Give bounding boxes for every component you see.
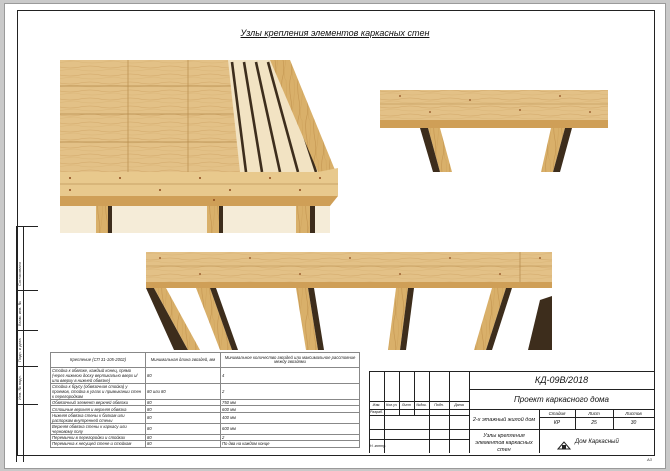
col-label-list: Лист <box>401 403 412 407</box>
table-cell: 750 мм <box>221 400 360 406</box>
sheet-label: Лист <box>588 411 600 416</box>
table-cell: Стойка к обвязке, каждый конец, прямо (через нижнюю доску вертикально вверх и/или вверху в нижней обвязке) <box>51 368 146 384</box>
beam-node-view <box>380 90 608 172</box>
col-label-izm: Изм. <box>372 403 381 407</box>
fastening-spec-table <box>50 352 360 448</box>
sheet-format: А3 <box>647 457 652 462</box>
table-cell: 80 <box>146 400 221 406</box>
table-row <box>51 384 360 400</box>
table-row <box>51 423 360 434</box>
title-block <box>369 371 654 453</box>
table-header-fastening: Крепление (СП 31-105-2002) <box>51 353 146 368</box>
table-cell: 4 <box>221 368 360 384</box>
wall-frame-view <box>146 252 552 350</box>
table-cell: Обвязочный элемент верхней обвязки <box>51 400 146 406</box>
table-body <box>51 368 360 448</box>
sidebar-label-inv-orig: Инв. № подл. <box>17 375 22 400</box>
col-label-date: Дата <box>454 403 464 407</box>
sidebar-label-agreed: Согласовано <box>17 261 22 286</box>
stage-value: КР <box>553 420 561 426</box>
table-cell: 80 <box>146 441 221 447</box>
col-label-ndoc: №док. <box>416 403 427 407</box>
table-cell: По два на каждом конце <box>221 441 360 447</box>
building-name: 2-х этажный жилой дом <box>472 417 536 423</box>
sidebar-label-inv-replace: Взам. инв. № <box>17 301 22 326</box>
table-cell: 80 или 80 <box>146 384 221 400</box>
table-cell: Сплошные верхняя и верхняя обвязка <box>51 406 146 412</box>
table-cell: 600 мм <box>221 423 360 434</box>
table-cell: 2 <box>221 434 360 440</box>
table-cell: 80 <box>146 368 221 384</box>
drawing-title: Узлы крепления элементов каркасных стен <box>240 28 430 38</box>
col-label-koluch: Кол.уч <box>386 403 397 407</box>
sheets-label: Листов <box>625 411 642 416</box>
table-cell: Перемычки в перегородки и стойках <box>51 434 146 440</box>
company-logo-icon <box>557 437 571 447</box>
sheets-total: 30 <box>630 420 637 426</box>
sheet-title: Узлы крепления элементов каркасных стен <box>475 433 533 453</box>
table-cell: 80 <box>146 412 221 423</box>
table-row <box>51 368 360 384</box>
table-cell: Нижняя обвязка стены к балкам или распоркам внутренней стены <box>51 412 146 423</box>
table-cell: Перемычка к несущей стене и стойкам <box>51 441 146 447</box>
table-row <box>51 412 360 423</box>
project-name: Проект каркасного дома <box>514 395 609 404</box>
role-norm-control: Н. контр. <box>370 444 387 448</box>
document-code: КД-09В/2018 <box>534 375 589 385</box>
sidebar-label-sign-date: Подп. и дата <box>17 338 22 362</box>
table-header-nail-length: Минимальная длина гвоздей, мм <box>146 353 221 368</box>
table-cell: 400 мм <box>221 412 360 423</box>
table-header-nail-count: Минимальное количество гвоздей или максимальное расстояние между гвоздями <box>221 353 360 368</box>
table-cell: 80 <box>146 423 221 434</box>
company-name: Дом Каркасный <box>575 439 619 445</box>
col-label-sign: Подп. <box>434 403 444 407</box>
role-developer: Разраб. <box>370 410 384 414</box>
corner-node-view <box>60 60 338 233</box>
stage-label: Стадия <box>548 411 566 416</box>
table-cell: Верхняя обвязка стены к каркасу или черновому полу <box>51 423 146 434</box>
sheet-number: 25 <box>591 420 597 426</box>
table-cell: 600 мм <box>221 406 360 412</box>
table-cell: 80 <box>146 434 221 440</box>
table-cell: Стойка к брусу (обвязочная стойка) у проемов, стойка в углах и примыкании стен к перегородкам <box>51 384 146 400</box>
table-cell: 2 <box>221 384 360 400</box>
table-row <box>51 441 360 447</box>
table-cell: 80 <box>146 406 221 412</box>
